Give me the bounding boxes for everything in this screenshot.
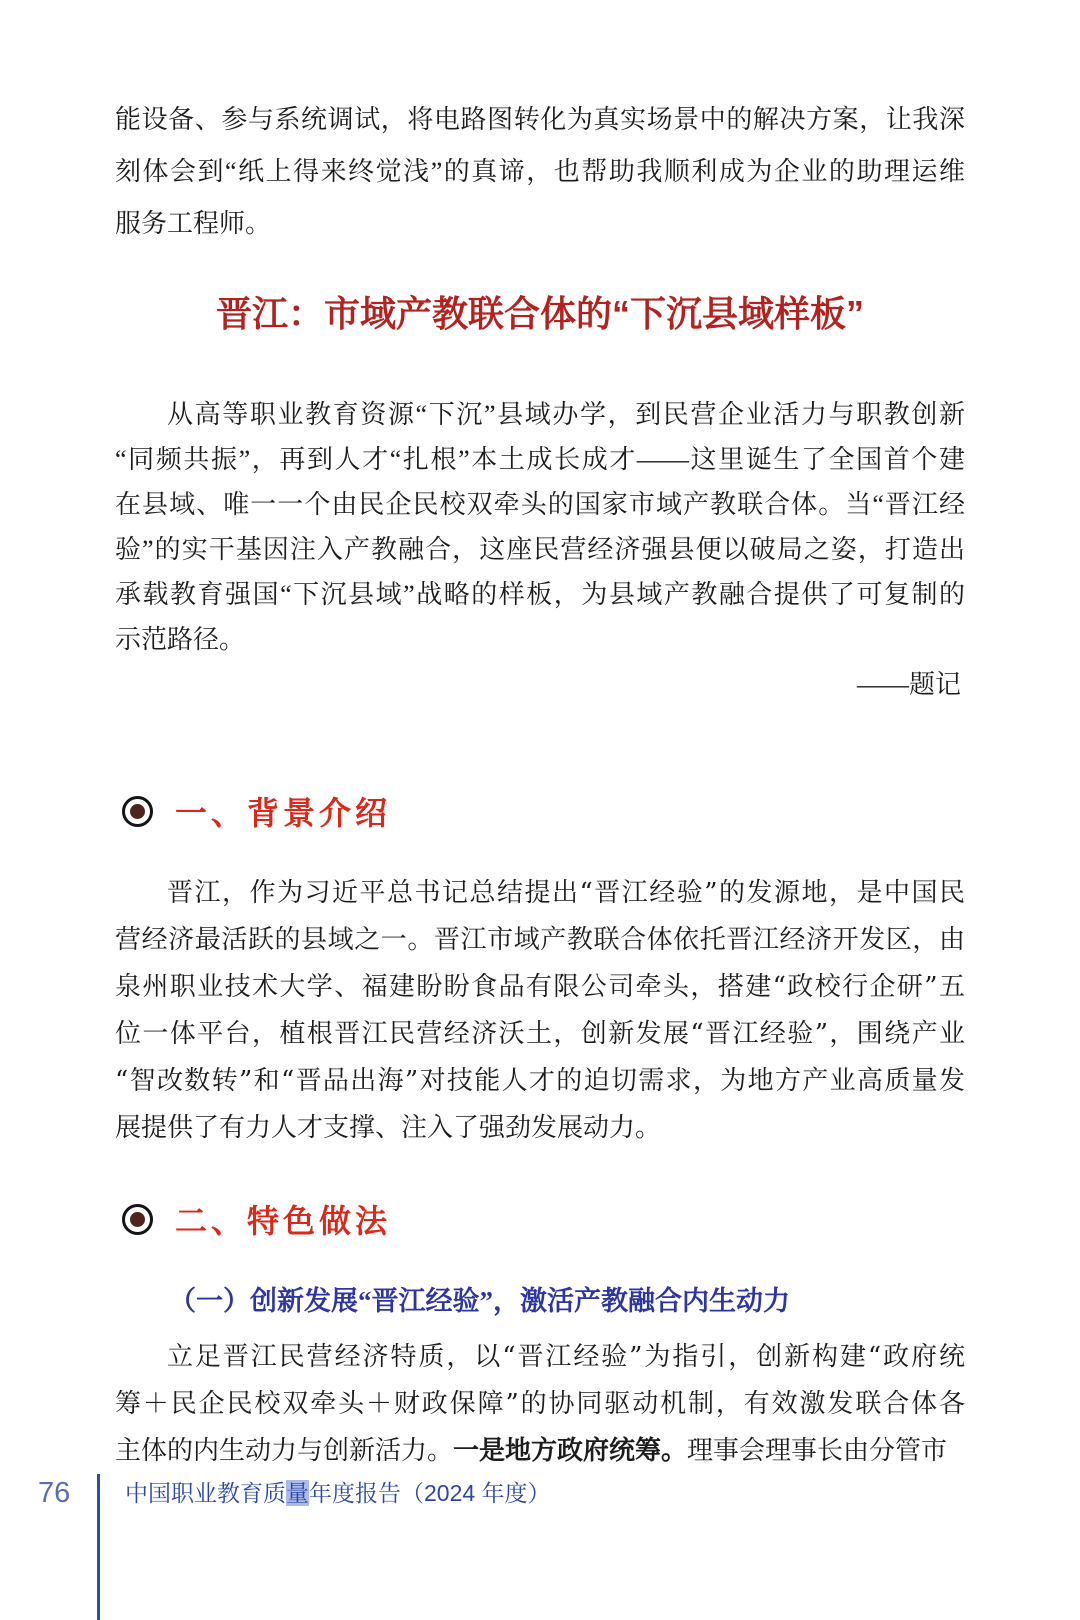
bullseye-icon (122, 1204, 153, 1235)
paragraph-line: 能设备、参与系统调试，将电路图转化为真实场景中的解决方案，让我深 (115, 105, 965, 134)
paragraph-line: 在县域、唯一一个由民企民校双牵头的国家市域产教联合体。当“晋江经 (115, 490, 965, 519)
paragraph-line: 位一体平台，植根晋江民营经济沃土，创新发展“晋江经验”，围绕产业 (115, 1019, 965, 1049)
paragraph-line: 筹＋民企民校双牵头＋财政保障”的协同驱动机制，有效激发联合体各 (115, 1389, 965, 1419)
paragraph-line: 刻体会到“纸上得来终觉浅”的真谛，也帮助我顺利成为企业的助理运维 (115, 157, 965, 186)
paragraph-line: 展提供了有力人才支撑、注入了强劲发展动力。 (115, 1113, 662, 1143)
section-heading-label: 一、背景介绍 (175, 795, 392, 831)
paragraph-line (115, 1428, 965, 1475)
bullseye-icon-core (130, 804, 145, 819)
practices-paragraph (115, 1334, 965, 1475)
section-heading-label: 二、特色做法 (175, 1203, 392, 1239)
paragraph-line: 服务工程师。 (115, 209, 272, 238)
page-content (115, 94, 965, 1475)
epigraph-signature: ——题记 (856, 670, 961, 699)
paragraph-line: 立足晋江民营经济特质，以“晋江经验”为指引，创新构建“政府统 (167, 1342, 965, 1372)
paragraph-line: 示范路径。 (115, 625, 246, 654)
paragraph-line: 泉州职业技术大学、福建盼盼食品有限公司牵头，搭建“政校行企研”五 (115, 972, 965, 1002)
epigraph-paragraph (115, 392, 965, 707)
paragraph-line: “智改数转”和“晋品出海”对技能人才的迫切需求，为地方产业高质量发 (115, 1066, 965, 1096)
emphasis-text: 一是地方政府统筹。 (453, 1436, 688, 1466)
paragraph-text: 理事会理事长由分管市 (687, 1436, 948, 1466)
subsection-heading: （一）创新发展“晋江经验”，激活产教融合内生动力 (169, 1286, 790, 1316)
article-title: 晋江：市域产教联合体的“下沉县域样板” (215, 293, 864, 334)
bullseye-icon (122, 796, 153, 827)
section-heading-practices (115, 1197, 965, 1241)
search-highlight: 量 (286, 1480, 309, 1506)
report-title-text: 中国职业教育质 (125, 1480, 286, 1506)
report-title-text: 年度报告（2024 年度） (309, 1480, 551, 1506)
paragraph-line: “同频共振”，再到人才“扎根”本土成长成才——这里诞生了全国首个建 (115, 445, 965, 474)
page-number: 76 (38, 1477, 71, 1509)
paragraph-line: 承载教育强国“下沉县域”战略的样板，为县域产教融合提供了可复制的 (115, 580, 965, 609)
intro-paragraph (115, 94, 965, 250)
paragraph-line: 营经济最活跃的县域之一。晋江市域产教联合体依托晋江经济开发区，由 (115, 925, 965, 955)
bullseye-icon-core (130, 1212, 145, 1227)
paragraph-line: 从高等职业教育资源“下沉”县域办学，到民营企业活力与职教创新 (167, 400, 965, 429)
section-heading-background (115, 789, 965, 833)
report-title (125, 1476, 551, 1510)
paragraph-text: 主体的内生动力与创新活力。 (115, 1436, 454, 1466)
footer-divider (97, 1474, 100, 1620)
background-paragraph (115, 870, 965, 1152)
paragraph-line: 验”的实干基因注入产教融合，这座民营经济强县便以破局之姿，打造出 (115, 535, 965, 564)
paragraph-line: 晋江，作为习近平总书记总结提出“晋江经验”的发源地，是中国民 (167, 878, 965, 908)
page-footer (0, 1476, 551, 1510)
